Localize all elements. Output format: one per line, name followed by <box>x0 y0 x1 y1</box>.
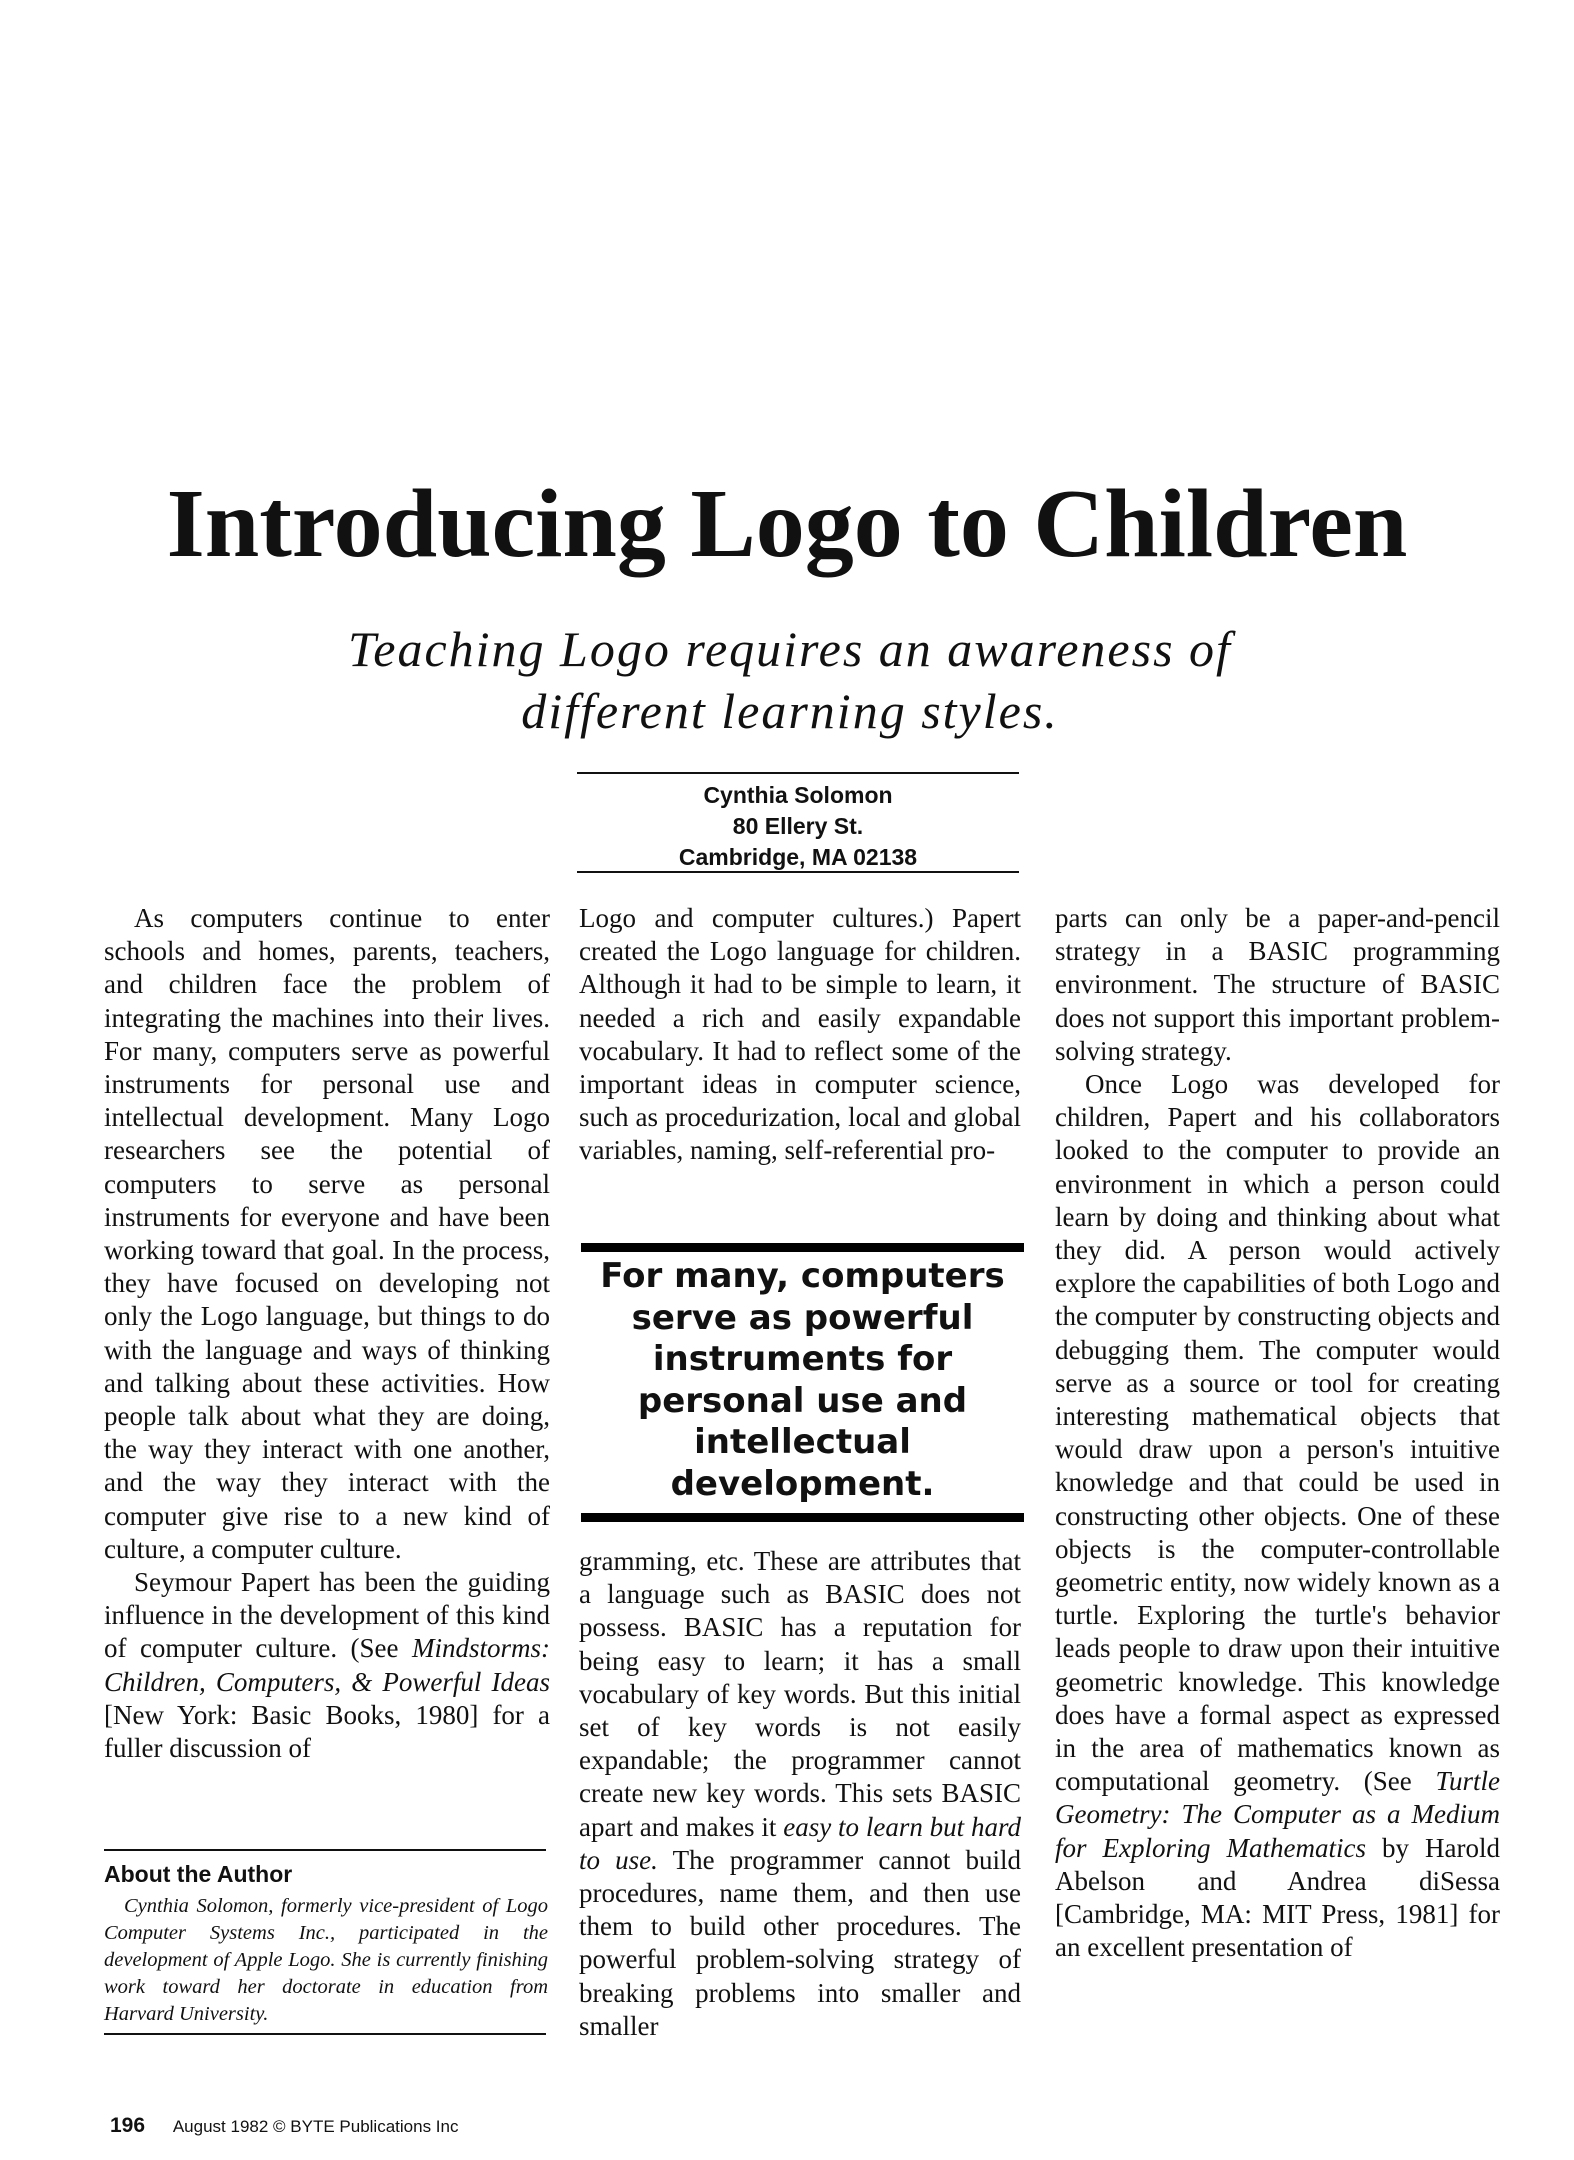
author-byline <box>577 780 1019 873</box>
text-run: The programmer cannot build procedures, name them, and then use them to build other procedures. The powerful problem-solving strategy of breaking problems into smaller and smaller <box>579 1844 1022 2041</box>
text-run: Once Logo was developed for children, Papert and his collaborators looked to the computer to provide an environment in which a person could learn by doing and thinking about what they did. A person would actively explore the capabilities of both Logo and the computer by constructing objects and debugging them. The computer would serve as a source or tool for creating interesting mathematical objects that would draw upon a person's intuitive knowledge and that could be used in constructing other objects. One of these objects is the computer-controllable geometric entity, now widely known as a turtle. Exploring the turtle's behavior leads people to draw upon their intuitive geometric knowledge. This knowledge does have a formal aspect as expressed in the area of mathematics known as computational geometry. (See <box>1055 1069 1500 1797</box>
paragraph <box>1055 1068 1500 1964</box>
publication-line: August 1982 © BYTE Publications Inc <box>172 2117 459 2136</box>
paragraph <box>579 1545 1021 2043</box>
emphasis: easy to learn but hard to use. <box>579 1811 1021 1875</box>
text-run: [New York: Basic Books, 1980] for a fuller discussion of <box>104 1699 550 1764</box>
about-heading: About the Author <box>104 1861 293 1887</box>
author-city: Cambridge, MA 02138 <box>678 844 918 870</box>
book-title: Turtle Geometry: The Computer as a Medium for Exploring Mathematics <box>1055 1766 1500 1863</box>
pullquote-bar-bottom <box>581 1513 1024 1522</box>
page-number: 196 <box>110 2114 146 2137</box>
book-title: Mindstorms: Children, Computers, & Powerful Ideas <box>104 1633 550 1697</box>
pullquote-bar-top <box>581 1243 1024 1252</box>
pullquote: For many, computers serve as powerful instruments for personal use and intellectual development. <box>600 1256 1005 1504</box>
text-run: Seymour Papert has been the guiding influence in the development of this kind of computer culture. (See <box>104 1567 550 1664</box>
text-run: gramming, etc. These are attributes that a language such as BASIC does not possess. BASIC has a reputation for being easy to learn; it has a small vocabulary of key words. But this initial set of key words is not easily expandable; the programmer cannot create new key words. This sets BASIC apart and makes it <box>579 1546 1021 1842</box>
paragraph: parts can only be a paper-and-pencil strategy in a BASIC programming environment. The structure of BASIC does not support this important problem-solving strategy. <box>1055 903 1500 1066</box>
paragraph: As computers continue to enter schools and homes, parents, teachers, and children face the problem of integrating the machines into their lives. For many, computers serve as powerful instruments for personal use and intellectual development. Many Logo researchers see the potential of computers to serve as personal instruments for everyone and have been working toward that goal. In the process, they have focused on developing not only the Logo language, but things to do with the language and ways of thinking and talking about these activities. How people talk about what they are doing, the way they interact with one another, and the way they interact with the computer give rise to a new kind of culture, a computer culture. <box>104 903 550 1564</box>
paragraph: Logo and computer cultures.) Papert created the Logo language for children. Although it had to be simple to learn, it needed a rich and easily expandable vocabulary. It had to reflect some of the important ideas in computer science, such as procedurization, local and global variables, naming, self-referential pro- <box>579 903 1021 1166</box>
author-street: 80 Ellery St. <box>732 813 864 839</box>
byline-rule-bottom <box>577 871 1019 873</box>
byline-rule-top <box>577 772 1019 774</box>
author-name: Cynthia Solomon <box>703 782 893 808</box>
about-text: Cynthia Solomon, formerly vice-president of Logo Computer Systems Inc., participated in the development of Apple Logo. She is currently finishing work toward her doctorate in education from Harvard University. <box>104 1895 548 2025</box>
article-subtitle: Teaching Logo requires an awareness of different learning styles. <box>348 621 1232 739</box>
body-column-1 <box>104 902 550 1765</box>
about-rule-top <box>104 1849 546 1851</box>
body-column-2-top <box>579 902 1021 1168</box>
article-title: Introducing Logo to Children <box>166 470 1408 578</box>
body-column-2-bottom <box>579 1545 1021 2043</box>
about-rule-bottom <box>104 2033 546 2035</box>
body-column-3 <box>1055 902 1500 1965</box>
page-footer <box>110 2114 458 2138</box>
paragraph <box>104 1566 550 1765</box>
text-run: by Harold Abelson and Andrea diSessa [Cambridge, MA: MIT Press, 1981] for an excellent presentation of <box>1055 1832 1500 1963</box>
